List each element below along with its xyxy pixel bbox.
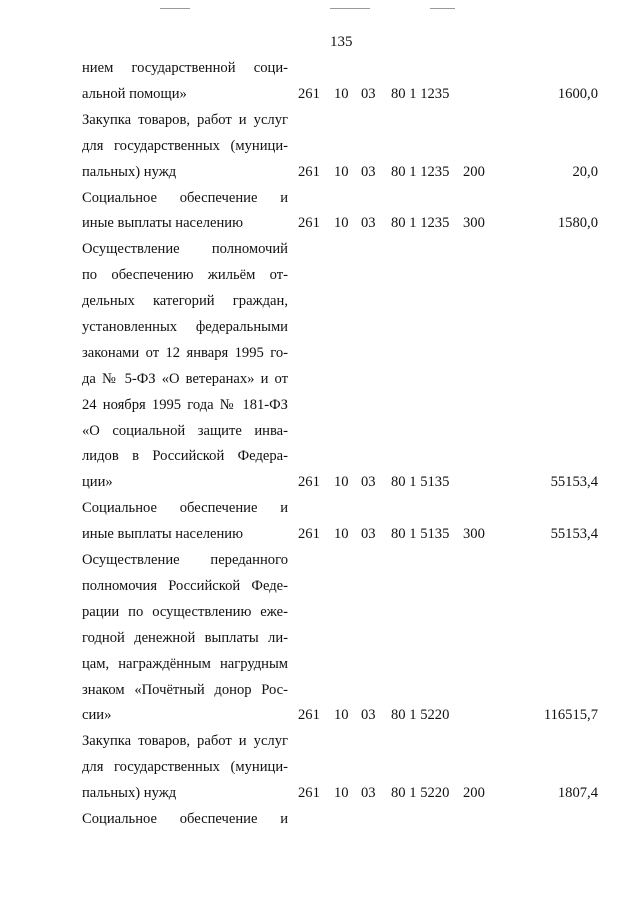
description-line: цам, награждённым нагрудным: [82, 655, 288, 672]
grbs-code: 261: [298, 163, 320, 180]
row-description: [82, 807, 288, 833]
description-line: Социальное обеспечение и: [82, 811, 288, 828]
description-line: полномочия Российской Феде-: [82, 577, 288, 594]
description-line: «О социальной защите инва-: [82, 422, 288, 439]
table-row: [0, 548, 640, 729]
grbs-code: 261: [298, 215, 320, 232]
section-code: 10: [334, 85, 349, 102]
row-description: [82, 496, 288, 548]
target-article-code: 80 1 1235: [391, 163, 450, 180]
section-code: 10: [334, 785, 349, 802]
subsection-code: 03: [361, 215, 376, 232]
section-code: 10: [334, 163, 349, 180]
amount-value: 20,0: [572, 163, 598, 180]
scan-artifact: [160, 8, 190, 9]
table-row: [0, 186, 640, 238]
amount-value: 55153,4: [550, 526, 598, 543]
description-line: 24 ноября 1995 года № 181-ФЗ: [82, 396, 288, 413]
description-line: для государственных (муници-: [82, 759, 288, 776]
target-article-code: 80 1 5220: [391, 785, 450, 802]
subsection-code: 03: [361, 707, 376, 724]
description-line: рации по осуществлению еже-: [82, 603, 288, 620]
target-article-code: 80 1 1235: [391, 215, 450, 232]
row-description: [82, 56, 288, 108]
description-line: лидов в Российской Федера-: [82, 448, 288, 465]
target-article-code: 80 1 5135: [391, 526, 450, 543]
description-line: альной помощи»: [82, 85, 187, 102]
grbs-code: 261: [298, 85, 320, 102]
expense-type-code: 200: [463, 785, 485, 802]
section-code: 10: [334, 707, 349, 724]
expense-type-code: 300: [463, 215, 485, 232]
amount-value: 55153,4: [550, 474, 598, 491]
target-article-code: 80 1 5135: [391, 474, 450, 491]
table-row: [0, 108, 640, 186]
row-description: [82, 548, 288, 729]
table-row: [0, 729, 640, 807]
target-article-code: 80 1 5220: [391, 707, 450, 724]
amount-value: 1807,4: [557, 785, 598, 802]
description-line: годной денежной выплаты ли-: [82, 629, 288, 646]
scan-artifact: [330, 8, 370, 9]
description-line: Социальное обеспечение и: [82, 189, 288, 206]
subsection-code: 03: [361, 785, 376, 802]
grbs-code: 261: [298, 526, 320, 543]
row-description: [82, 729, 288, 807]
description-line: законами от 12 января 1995 го-: [82, 344, 288, 361]
table-row: [0, 496, 640, 548]
description-line: Социальное обеспечение и: [82, 500, 288, 517]
table-row: [0, 807, 640, 833]
target-article-code: 80 1 1235: [391, 85, 450, 102]
amount-value: 116515,7: [543, 707, 598, 724]
description-line: Осуществление переданного: [82, 552, 288, 569]
scan-artifact: [430, 8, 455, 9]
description-line: для государственных (муници-: [82, 137, 288, 154]
page-number: 135: [330, 34, 353, 50]
description-line: Осуществление полномочий: [82, 241, 288, 258]
description-line: установленных федеральными: [82, 318, 288, 335]
description-line: дельных категорий граждан,: [82, 293, 288, 310]
subsection-code: 03: [361, 526, 376, 543]
row-description: [82, 186, 288, 238]
section-code: 10: [334, 215, 349, 232]
expense-type-code: 200: [463, 163, 485, 180]
grbs-code: 261: [298, 785, 320, 802]
description-line: ции»: [82, 474, 113, 491]
section-code: 10: [334, 474, 349, 491]
description-line: по обеспечению жильём от-: [82, 267, 288, 284]
description-line: иные выплаты населению: [82, 526, 243, 543]
row-description: [82, 108, 288, 186]
description-line: иные выплаты населению: [82, 215, 243, 232]
row-description: [82, 237, 288, 496]
subsection-code: 03: [361, 474, 376, 491]
amount-value: 1580,0: [557, 215, 598, 232]
grbs-code: 261: [298, 707, 320, 724]
description-line: нием государственной соци-: [82, 60, 288, 76]
description-line: сии»: [82, 707, 112, 724]
subsection-code: 03: [361, 163, 376, 180]
description-line: Закупка товаров, работ и услуг: [82, 111, 288, 128]
table-row: [0, 56, 640, 108]
description-line: пальных) нужд: [82, 785, 177, 802]
description-line: пальных) нужд: [82, 163, 177, 180]
description-line: Закупка товаров, работ и услуг: [82, 733, 288, 750]
section-code: 10: [334, 526, 349, 543]
grbs-code: 261: [298, 474, 320, 491]
amount-value: 1600,0: [557, 85, 598, 102]
expense-type-code: 300: [463, 526, 485, 543]
table-row: [0, 237, 640, 496]
description-line: да № 5-ФЗ «О ветеранах» и от: [82, 370, 288, 387]
description-line: знаком «Почётный донор Рос-: [82, 681, 288, 698]
subsection-code: 03: [361, 85, 376, 102]
